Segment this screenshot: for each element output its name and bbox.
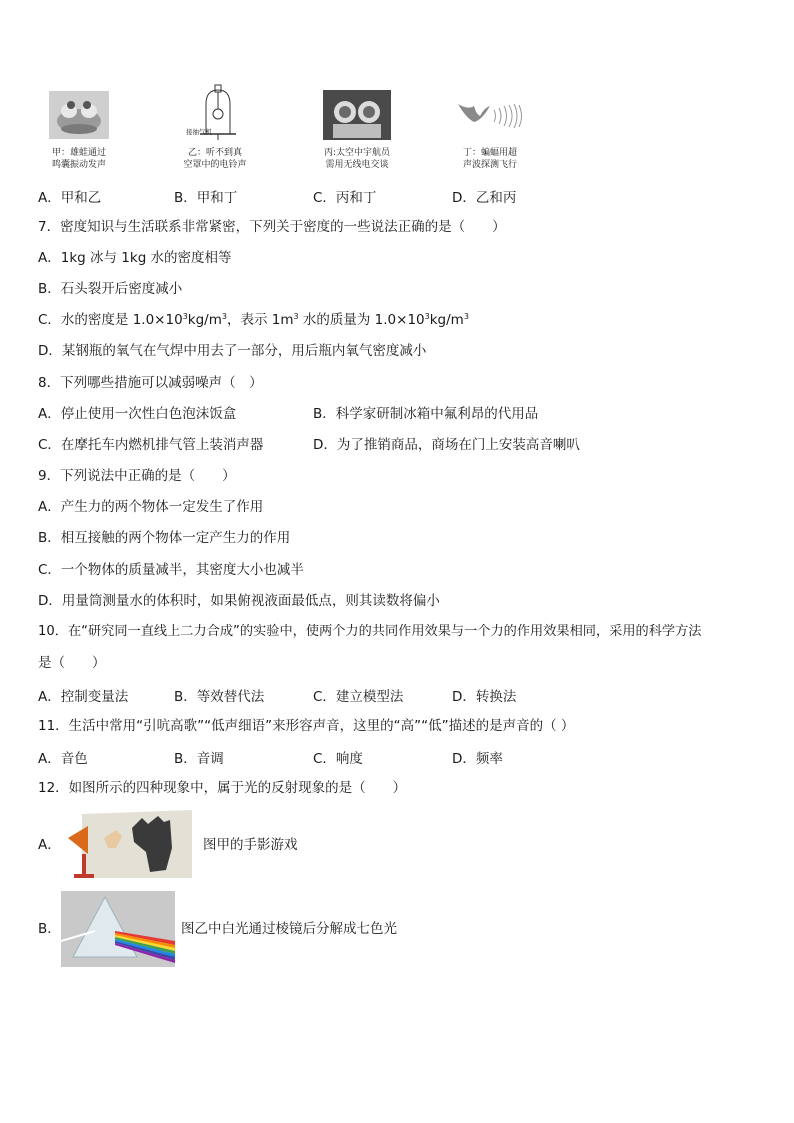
- q12-option-b-text: 图乙中白光通过棱镜后分解成七色光: [181, 921, 397, 937]
- q8-option-b[interactable]: B．科学家研制冰箱中氟利昂的代用品: [313, 406, 539, 422]
- q10-option-b[interactable]: B．等效替代法: [174, 689, 265, 705]
- bat-caption: 丁：蝙蝠用超 声波探测飞行: [462, 148, 517, 170]
- q11-option-c[interactable]: C．响度: [313, 751, 363, 767]
- q7-c-text: kg/m: [187, 312, 222, 328]
- q6-option-c[interactable]: C．丙和丁: [313, 190, 377, 206]
- q8-option-d[interactable]: D．为了推销商品，商场在门上安装高音喇叭: [313, 437, 580, 453]
- frog-caption: 甲：雄蛙通过 鸣囊振动发声: [51, 148, 106, 170]
- q9-stem: 9．下列说法中正确的是（ ）: [38, 468, 236, 484]
- q7-c-sup: 3: [221, 312, 227, 321]
- q9-option-b[interactable]: B．相互接触的两个物体一定产生力的作用: [38, 530, 291, 546]
- q10-stem: 10．在“研究同一直线上二力合成”的实验中，使两个力的共同作用效果与一个力的作用效果相同，采用的科学方法: [38, 624, 702, 639]
- q7-option-d[interactable]: D．某钢瓶的氧气在气焊中用去了一部分，用后瓶内氧气密度减小: [38, 343, 427, 359]
- q7-c-sup: 3: [463, 312, 469, 321]
- prism-image: [61, 891, 175, 967]
- q6-option-b[interactable]: B．甲和丁: [174, 190, 238, 206]
- astronauts-caption: 丙:太空中宇航员 需用无线电交谈: [323, 148, 391, 170]
- bat-image: [454, 96, 530, 136]
- q7-c-text: ，表示 1m: [226, 312, 294, 328]
- q11-option-b[interactable]: B．音调: [174, 751, 224, 767]
- q10-option-a[interactable]: A．控制变量法: [38, 689, 129, 705]
- q12-option-b-letter[interactable]: B．: [38, 921, 61, 937]
- q8-option-a[interactable]: A．停止使用一次性白色泡沫饭盒: [38, 406, 237, 422]
- q11-option-d[interactable]: D．频率: [452, 751, 503, 767]
- q7-option-b[interactable]: B．石头裂开后密度减小: [38, 281, 183, 297]
- q10-option-c[interactable]: C．建立模型法: [313, 689, 404, 705]
- bell-jar-caption: 乙：听不到真 空罩中的电铃声: [183, 148, 247, 170]
- q8-stem: 8．下列哪些措施可以减弱噪声（ ）: [38, 375, 263, 391]
- q12-option-a-letter[interactable]: A．: [38, 837, 61, 853]
- q9-option-d[interactable]: D．用量筒测量水的体积时，如果俯视液面最低点，则其读数将偏小: [38, 593, 440, 609]
- hand-shadow-image: [62, 808, 196, 882]
- frog-image: [49, 91, 109, 139]
- q7-option-c[interactable]: [38, 310, 469, 330]
- q6-option-a[interactable]: A．甲和乙: [38, 190, 102, 206]
- q12-stem: 12．如图所示的四种现象中，属于光的反射现象的是（ ）: [38, 780, 407, 796]
- q11-stem: 11．生活中常用“引吭高歌”“低声细语”来形容声音，这里的“高”“低”描述的是声音的（ ）: [38, 718, 575, 734]
- q7-c-text: kg/m: [429, 312, 464, 328]
- q7-c-text: 水的质量为 1.0×10: [298, 312, 425, 328]
- q10-stem-cont: 是（ ）: [38, 655, 106, 671]
- q7-option-a[interactable]: A．1kg 冰与 1kg 水的密度相等: [38, 250, 232, 266]
- q10-option-d[interactable]: D．转换法: [452, 689, 517, 705]
- q11-option-a[interactable]: A．音色: [38, 751, 88, 767]
- astronauts-image: [323, 90, 391, 140]
- q7-c-text: C．水的密度是 1.0×10: [38, 312, 183, 328]
- q8-option-c[interactable]: C．在摩托车内燃机排气管上装消声器: [38, 437, 264, 453]
- q7-c-sup: 3: [182, 312, 188, 321]
- q9-option-a[interactable]: A．产生力的两个物体一定发生了作用: [38, 499, 264, 515]
- q12-option-a-text: 图甲的手影游戏: [203, 837, 298, 853]
- vacuum-pump-label: 接抽气机: [186, 128, 212, 136]
- q7-c-sup: 3: [293, 312, 299, 321]
- q7-stem: 7．密度知识与生活联系非常紧密，下列关于密度的一些说法正确的是（ ）: [38, 219, 506, 235]
- q7-c-sup: 3: [424, 312, 430, 321]
- q9-option-c[interactable]: C．一个物体的质量减半，其密度大小也减半: [38, 562, 304, 578]
- q6-option-d[interactable]: D．乙和丙: [452, 190, 517, 206]
